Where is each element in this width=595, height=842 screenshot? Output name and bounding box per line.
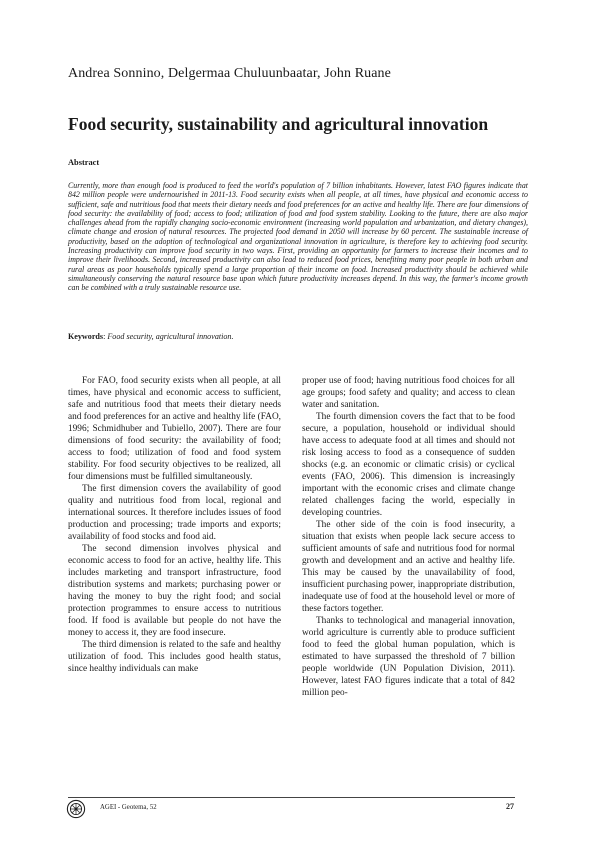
body-paragraph-continuation: proper use of food; having nutritious food choices for all age groups; food safety and quality; and access to clean water and sanitation.	[302, 376, 515, 410]
footer-rule	[68, 797, 515, 798]
page-number: 27	[506, 802, 514, 811]
body-paragraph: The second dimension involves physical and economic access to food for an active, healthy life. This includes marketing and transport infrastructure, food distribution systems and markets; purchasing power or having the money to buy the right food; and social protection programmes to ensure access to nutritious food. If food is available but people do not have the money to access it, they are food insecure.	[68, 544, 281, 638]
body-right-column	[302, 375, 515, 699]
body-paragraph: The other side of the coin is food insecurity, a situation that exists when people lack secure access to sufficient amounts of safe and nutritious food for normal growth and development and an active and healthy life. This may be caused by the unavailability of food, insufficient purchasing power, inappropriate distribution, inadequate use of food at the household level or more of these factors together.	[302, 520, 515, 614]
body-paragraph: The third dimension is related to the safe and healthy utilization of food. This includes good health status, since healthy individuals can make	[68, 640, 281, 674]
keywords-label: Keywords	[68, 332, 104, 341]
paper-title: Food security, sustainability and agricultural innovation	[68, 114, 489, 134]
abstract-heading: Abstract	[68, 158, 100, 167]
agei-seal-icon	[66, 799, 86, 819]
body-paragraph: Thanks to technological and managerial innovation, world agriculture is currently able to produce sufficient food to feed the global human population, which is estimated to have surpassed the threshold of 7 billion people worldwide (UN Population Division, 2011). However, latest FAO figures indicate that a total of 842 million peo-	[302, 616, 515, 698]
abstract-text: Currently, more than enough food is produced to feed the world's population of 7 billion inhabitants. However, latest FAO figures indicate that 842 million people were undernourished in 2011-13. Food security exists when all people, at all times, have physical and economic access to sufficient, safe and nutritious food that meets their dietary needs and food preferences for an active and healthy life. There are four dimensions of food security: the availability of food; access to food; utilization of food and food system stability. Looking to the future, there are also major challenges ahead from the rapidly changing socio-economic environment (increasing world population and urbanization, and dietary changes), climate change and erosion of natural resources. The projected food demand in 2050 will increase by 60 percent. The sustainable increase of productivity, based on the adoption of technological and organizational innovation in agriculture, is therefore key to achieving food security. Increasing productivity can improve food security in two ways. First, providing an opportunity for farmers to increase their incomes and to improve their livelihoods. Second, increased productivity can also lead to reduced food prices, benefiting many poor people in both urban and rural areas as poor households typically spend a large proportion of their income on food. Increased productivity should be achieved while simultaneously conserving the natural resource base upon which future productivity increases depend. In this way, the farmer's income growth can be combined with a truly sustainable resource use.	[68, 181, 528, 293]
authors: Andrea Sonnino, Delgermaa Chuluunbaatar, John Ruane	[68, 66, 391, 81]
body-paragraph: The first dimension covers the availability of good quality and nutritious food from local, regional and international sources. It therefore includes issues of food production and processing; trade imports and exports; availability of food stocks and food aid.	[68, 484, 281, 542]
keywords-text: Food security, agricultural innovation.	[107, 332, 234, 341]
keywords: Keywords: Food security, agricultural innovation.	[68, 332, 234, 341]
footer-journal: AGEI - Geotema, 52	[100, 804, 157, 811]
body-paragraph: The fourth dimension covers the fact that to be food secure, a population, household or individual should have access to adequate food at all times and should not risk losing access to food as a consequence of sudden shocks (e.g. an economic or climatic crisis) or cyclical events (FAO, 2006). This dimension is increasingly important with the economic crises and climate change related challenges facing the world, especially in developing countries.	[302, 412, 515, 518]
body-paragraph: For FAO, food security exists when all people, at all times, have physical and economic access to sufficient, safe and nutritious food that meets their dietary needs and food preferences for an active and healthy life (FAO, 1996; Schmidhuber and Tubiello, 2007). There are four dimensions of food security: the availability of food; access to food; utilization of food and food system stability. For food security objectives to be realized, all four dimensions must be fulfilled simultaneously.	[68, 376, 281, 482]
body-left-column	[68, 375, 281, 675]
